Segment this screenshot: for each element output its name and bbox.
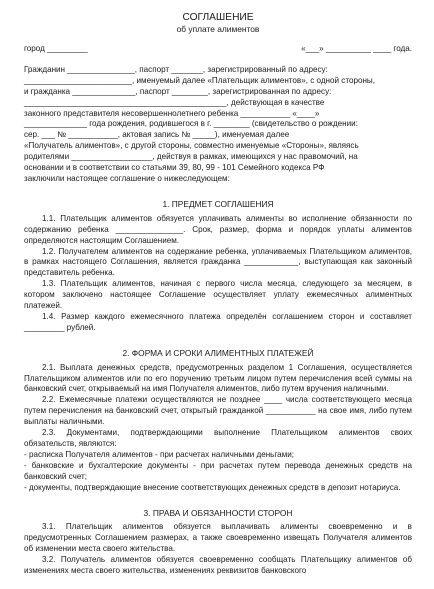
- intro-line: «Получатель алиментов», с другой стороны, совместно именуемые «Стороны», являясь: [24, 141, 359, 151]
- clause-paragraph: 2.2. Ежемесячные платежи осуществляются не позднее ____ числа соответствующего месяца путем перечисления на банковский счет, открытый гражданкой ___________ на свое имя, либо путем выплаты наличными.: [24, 395, 412, 427]
- clause-paragraph: 3.1. Плательщик алиментов обязуется выплачивать алименты своевременно и в предусмотренных Соглашением размерах, а также своевременно извещать Получателя алиментов об изменении места своего жительства.: [24, 522, 412, 554]
- clause-paragraph: 3.2. Получатель алиментов обязуется своевременно сообщать Плательщику алиментов об изменениях места своего жительства, изменениях реквизитов банковского: [24, 555, 412, 576]
- section-2: [24, 348, 412, 494]
- clause-paragraph: 1.1. Плательщик алиментов обязуется уплачивать алименты во исполнение обязанности по содержанию ребенка _______________. Срок, размер, форма и порядок уплаты алиментов определяются настоящим Соглашением.: [24, 213, 412, 245]
- city-date-row: [24, 44, 412, 55]
- intro-line: законного представителя несовершеннолетнего ребенка ___________ «____»: [24, 108, 320, 118]
- document-title: СОГЛАШЕНИЕ: [182, 12, 254, 23]
- clause-paragraph: 2.3. Документами, подтверждающими выполнение Плательщиком алиментов своих обязательств, являются:: [24, 428, 412, 448]
- list-item: - расписка Получателя алиментов - при расчетах наличными деньгами;: [24, 449, 295, 459]
- document-subtitle: об уплате алиментов: [176, 24, 260, 34]
- intro-line: и гражданка ______________, паспорт ________, зарегистрированная по адресу:: [24, 86, 332, 96]
- section-heading: 3. ПРАВА И ОБЯЗАННОСТИ СТОРОН: [143, 507, 293, 518]
- intro-block: [24, 65, 412, 185]
- list-item: - документы, подтверждающие внесение соответствующих денежных средств в депозит нотариуса.: [24, 482, 401, 492]
- intro-line: ________________________, именуемый далее «Плательщик алиментов», с одной стороны,: [24, 75, 375, 85]
- section-3: [24, 508, 412, 577]
- intro-line: родителями __________________, действуя в рамках, имеющихся у нас правомочий, на: [24, 152, 358, 162]
- city-field: город _________: [24, 44, 88, 53]
- clause-paragraph: 2.1. Выплата денежных средств, предусмотренных разделом 1 Соглашения, осуществляется Плательщиком алиментов или по его поручению третьим лицом путем перечисления всей суммы на банковский счет, открываемый на имя Получателя алиментов, либо путем вручения наличными.: [24, 362, 412, 394]
- clause-paragraph: 1.2. Получателем алиментов на содержание ребенка, уплачиваемых Плательщиком алиментов, в рамках настоящего Соглашения, является гражданка ____________, выступающая как законный представитель ребенка.: [24, 246, 412, 278]
- intro-line: ______________ года рождения, родившегося в г. ________ (свидетельство о рождении:: [24, 119, 358, 129]
- section-heading: 1. ПРЕДМЕТ СОГЛАШЕНИЯ: [162, 198, 274, 209]
- date-field: «___» __________ ____ года.: [301, 44, 412, 53]
- intro-line: _____________________________________________, действующая в качестве: [24, 97, 325, 107]
- section-1: [24, 199, 412, 334]
- intro-line: Гражданин _______________, паспорт _______, зарегистрированный по адресу:: [24, 64, 328, 74]
- intro-line: сер. ___ № ___________, актовая запись № _____), именуемая далее: [24, 130, 290, 140]
- intro-line: заключили настоящее соглашение о нижеследующем:: [24, 173, 230, 183]
- clause-paragraph: 1.3. Плательщик алиментов, начиная с первого числа месяца, следующего за месяцем, в котором заключено настоящее Соглашение осуществляет уплату ежемесячных алиментных платежей.: [24, 279, 412, 311]
- section-heading: 2. ФОРМА И СРОКИ АЛИМЕНТНЫХ ПЛАТЕЖЕЙ: [122, 347, 314, 358]
- clause-paragraph: 1.4. Размер каждого ежемесячного платежа определён соглашением сторон и составляет _________ рублей.: [24, 311, 412, 332]
- intro-line: основании и в соответствии со статьями 39, 80, 99 - 101 Семейного кодекса РФ: [24, 163, 325, 173]
- list-item: - банковские и бухгалтерские документы - при расчетах путем перевода денежных средств на банковский счет;: [24, 460, 412, 481]
